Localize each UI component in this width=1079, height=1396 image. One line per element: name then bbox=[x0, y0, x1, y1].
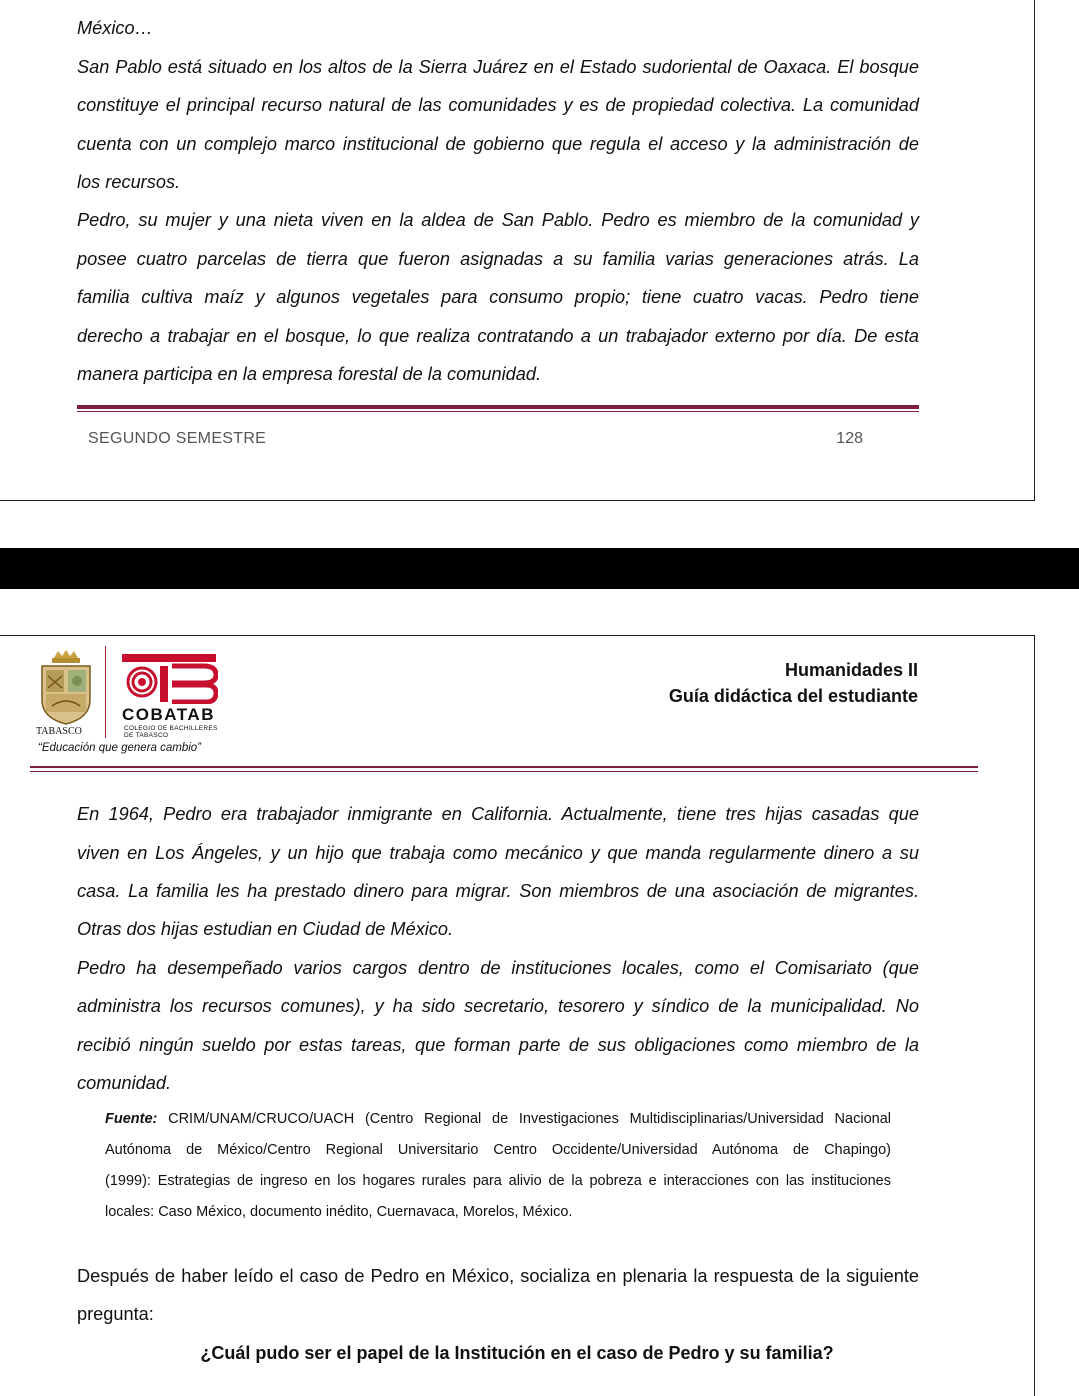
instruction-line: Después de haber leído el caso de Pedro en México, socializa en plenaria la respuesta de la siguiente bbox=[77, 1266, 919, 1286]
source-citation-line bbox=[105, 1111, 891, 1127]
instruction-line: pregunta: bbox=[77, 1304, 154, 1324]
paragraph-line: Otras dos hijas estudian en Ciudad de México. bbox=[77, 919, 454, 939]
source-citation-line: locales: Caso México, documento inédito, Cuernavaca, Morelos, México. bbox=[105, 1204, 573, 1220]
tabasco-coat-of-arms-icon bbox=[38, 648, 94, 728]
page-number: 128 bbox=[836, 430, 863, 447]
logo-divider bbox=[105, 646, 106, 738]
header-rule-thin bbox=[30, 771, 978, 772]
paragraph-line: cuenta con un complejo marco institucional de gobierno que regula el acceso y la administración de bbox=[77, 134, 919, 154]
paragraph-line: familia cultiva maíz y algunos vegetales para consumo propio; tiene cuatro vacas. Pedro tiene bbox=[77, 287, 919, 307]
source-citation-line: Autónoma de México/Centro Regional Universitario Centro Occidente/Universidad Autónoma de Chapingo) bbox=[105, 1142, 891, 1158]
discussion-question: ¿Cuál pudo ser el papel de la Institución en el caso de Pedro y su familia? bbox=[200, 1343, 834, 1363]
footer-semester: SEGUNDO SEMESTRE bbox=[88, 430, 267, 447]
cobatab-logo-icon bbox=[120, 652, 218, 704]
paragraph-line: administra los recursos comunes), y ha sido secretario, tesorero y síndico de la municipalidad. No bbox=[77, 996, 919, 1016]
source-text: CRIM/UNAM/CRUCO/UACH (Centro Regional de Investigaciones Multidisciplinarias/Universidad Nacional bbox=[168, 1111, 891, 1127]
cobatab-subtitle: COLEGIO DE BACHILLERES bbox=[124, 725, 218, 732]
footer-rule bbox=[77, 405, 919, 409]
source-label: Fuente: bbox=[105, 1111, 158, 1127]
paragraph-line: posee cuatro parcelas de tierra que fueron asignadas a su familia varias generaciones atrás. La bbox=[77, 249, 919, 269]
paragraph-line: comunidad. bbox=[77, 1073, 172, 1093]
cobatab-subtitle-2: DE TABASCO bbox=[124, 732, 169, 739]
paragraph-line: San Pablo está situado en los altos de la Sierra Juárez en el Estado sudoriental de Oaxaca. El bosque bbox=[77, 57, 919, 77]
cobatab-wordmark: COBATAB bbox=[122, 705, 215, 724]
source-citation-line: (1999): Estrategias de ingreso en los hogares rurales para alivio de la pobreza e interacciones con las instituciones bbox=[105, 1173, 891, 1189]
paragraph-line: Pedro, su mujer y una nieta viven en la aldea de San Pablo. Pedro es miembro de la comunidad y bbox=[77, 210, 919, 230]
paragraph-line: viven en Los Ángeles, y un hijo que trabaja como mecánico y que manda regularmente dinero a su bbox=[77, 843, 919, 863]
page-128 bbox=[0, 0, 1035, 501]
paragraph-line: En 1964, Pedro era trabajador inmigrante en California. Actualmente, tiene tres hijas casadas que bbox=[77, 804, 919, 824]
section-heading-mexico: México… bbox=[77, 18, 153, 38]
institution-motto: “Educación que genera cambio” bbox=[38, 742, 202, 754]
paragraph-line: Pedro ha desempeñado varios cargos dentro de instituciones locales, como el Comisariato (que bbox=[77, 958, 919, 978]
paragraph-line: constituye el principal recurso natural de las comunidades y es de propiedad colectiva. La comunidad bbox=[77, 95, 919, 115]
paragraph-line: los recursos. bbox=[77, 172, 181, 192]
footer-rule-thin bbox=[77, 411, 919, 412]
paragraph-line: casa. La familia les ha prestado dinero para migrar. Son miembros de una asociación de migrantes. bbox=[77, 881, 919, 901]
header-rule bbox=[30, 766, 978, 768]
tabasco-label: TABASCO bbox=[36, 726, 82, 737]
paragraph-line: recibió ningún sueldo por estas tareas, que forman parte de sus obligaciones como miembro de la bbox=[77, 1035, 919, 1055]
paragraph-line: derecho a trabajar en el bosque, lo que realiza contratando a un trabajador externo por día. De esta bbox=[77, 326, 919, 346]
page-separator bbox=[0, 548, 1079, 589]
header-guide-title: Guía didáctica del estudiante bbox=[668, 686, 918, 706]
page-129 bbox=[0, 635, 1035, 1396]
paragraph-line: manera participa en la empresa forestal de la comunidad. bbox=[77, 364, 542, 384]
header-course-title: Humanidades II bbox=[784, 660, 918, 680]
